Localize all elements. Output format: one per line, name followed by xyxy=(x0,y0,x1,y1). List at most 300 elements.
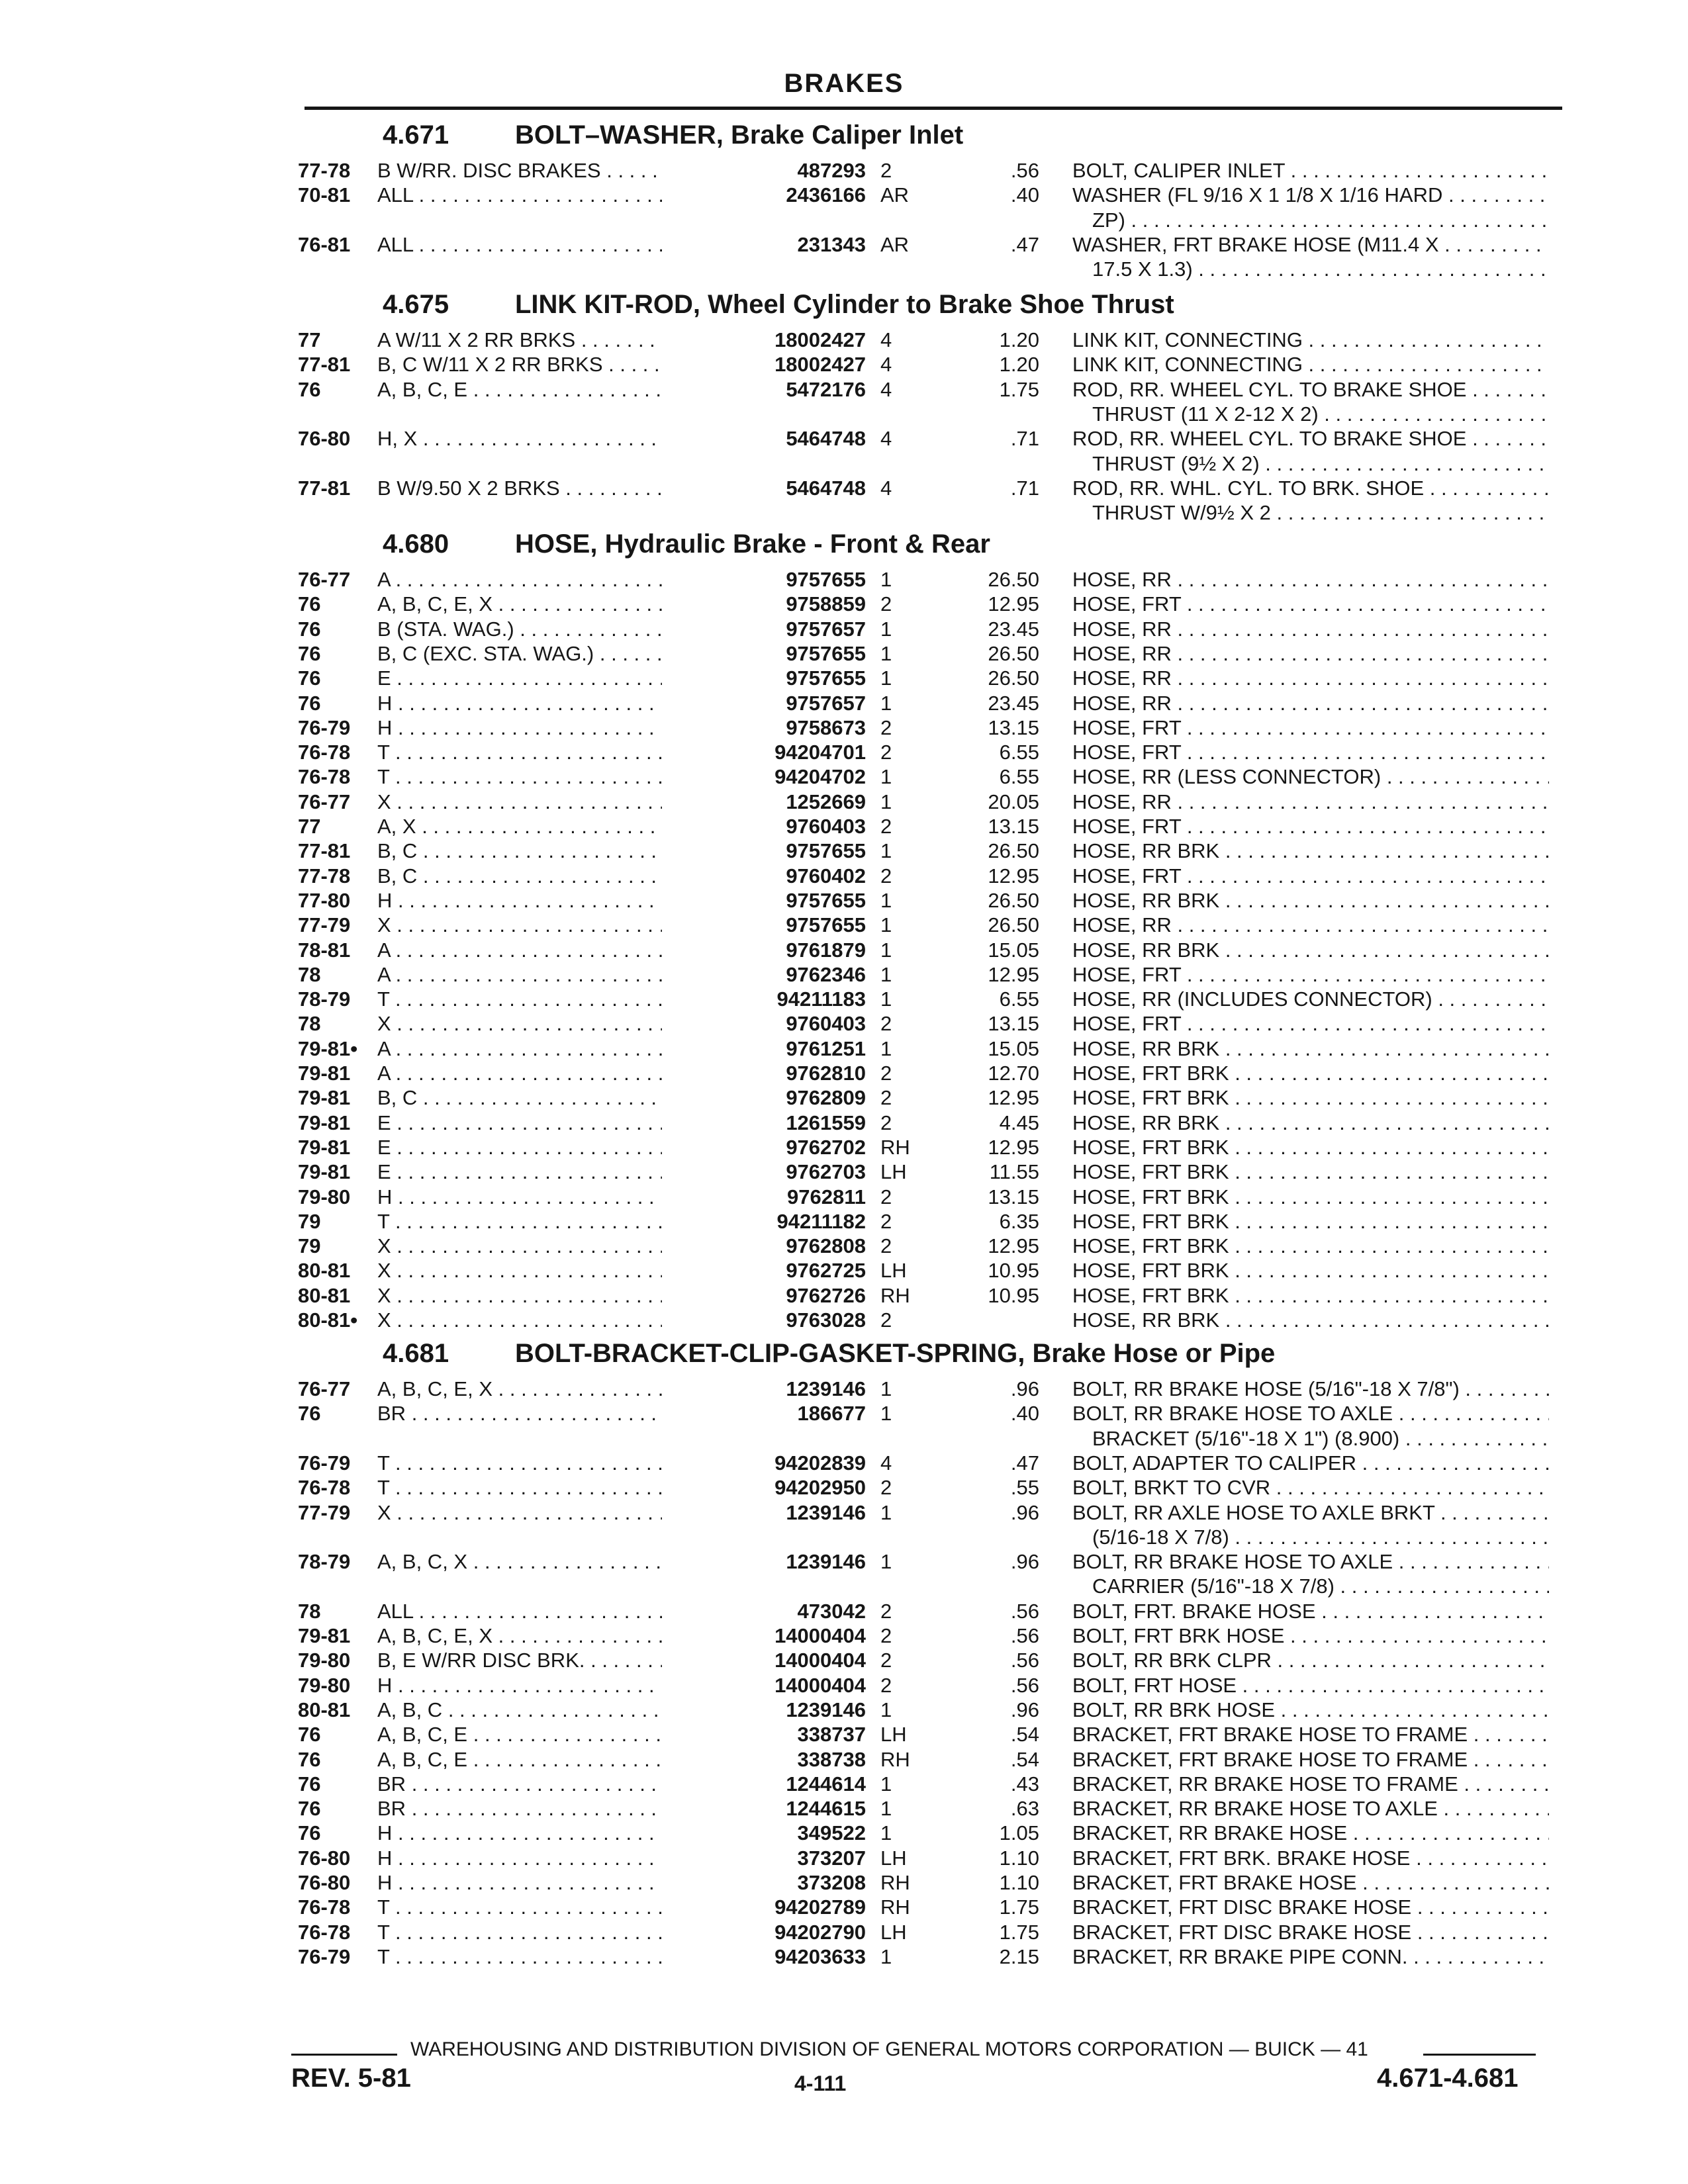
quantity: RH xyxy=(880,1747,910,1771)
table-row-continuation xyxy=(0,1574,1688,1600)
part-number: 9758859 xyxy=(662,592,866,616)
part-description: HOSE, RR . . . xyxy=(1072,617,1549,641)
section-heading xyxy=(383,1339,1275,1369)
model-application: BR . . . xyxy=(377,1797,735,1821)
footer-section-range: 4.671-4.681 xyxy=(1377,2064,1519,2093)
table-row xyxy=(0,1136,1688,1161)
part-number: 9762726 xyxy=(662,1284,866,1308)
price: .40 xyxy=(1010,183,1039,207)
table-row xyxy=(0,642,1688,667)
part-number: 9760403 xyxy=(662,1012,866,1036)
footer-rule-left xyxy=(291,2054,397,2056)
model-application: B W/RR. DISC BRAKES . . . xyxy=(377,159,735,183)
header-rule xyxy=(305,107,1562,110)
quantity: 1 xyxy=(880,1698,892,1721)
quantity: 2 xyxy=(880,1185,892,1208)
price: 1.20 xyxy=(999,353,1039,377)
quantity: 4 xyxy=(880,427,892,451)
table-row xyxy=(0,1871,1688,1896)
price: 13.15 xyxy=(988,715,1039,739)
price: 12.95 xyxy=(988,1135,1039,1159)
model-application: X . . . xyxy=(377,913,735,937)
part-description: HOSE, FRT BRK . . . xyxy=(1072,1234,1549,1258)
footer-page-number: 4-111 xyxy=(794,2071,847,2095)
part-description: HOSE, RR . . . xyxy=(1072,568,1549,592)
model-application: X . . . xyxy=(377,1234,735,1258)
section-number: 4.680 xyxy=(383,529,449,559)
part-number: 14000404 xyxy=(662,1624,866,1648)
price: .71 xyxy=(1010,476,1039,500)
model-year: 77-81 xyxy=(298,839,351,863)
table-row xyxy=(0,1600,1688,1625)
table-row xyxy=(0,692,1688,717)
part-number: 349522 xyxy=(662,1821,866,1845)
model-year: 77 xyxy=(298,328,321,351)
price: .56 xyxy=(1010,1673,1039,1697)
part-description: ROD, RR. WHL. CYL. TO BRK. SHOE . . . xyxy=(1072,477,1549,500)
section-title: HOSE, Hydraulic Brake - Front & Rear xyxy=(515,529,990,559)
price: 12.95 xyxy=(988,962,1039,986)
quantity: RH xyxy=(880,1871,910,1894)
table-row-continuation xyxy=(0,501,1688,526)
model-application: A W/11 X 2 RR BRKS . . . xyxy=(377,328,735,352)
part-description: WASHER, FRT BRAKE HOSE (M11.4 X . . . xyxy=(1072,233,1549,257)
section-heading xyxy=(383,290,1174,320)
part-description: BRACKET, FRT DISC BRAKE HOSE . . . xyxy=(1072,1921,1549,1944)
part-number: 1239146 xyxy=(662,1698,866,1722)
quantity: 4 xyxy=(880,1451,892,1475)
part-number: 94202950 xyxy=(662,1476,866,1500)
table-row xyxy=(0,183,1688,208)
part-description: BRACKET, RR BRAKE HOSE TO AXLE . . . xyxy=(1072,1797,1549,1821)
table-row xyxy=(0,1377,1688,1402)
model-application: B, E W/RR DISC BRK. . . . xyxy=(377,1649,735,1672)
part-description: BRACKET, FRT BRAKE HOSE TO FRAME . . . xyxy=(1072,1748,1549,1772)
footer-rule-right xyxy=(1423,2054,1536,2056)
model-application: H . . . xyxy=(377,716,735,740)
quantity: 2 xyxy=(880,1209,892,1233)
table-row xyxy=(0,963,1688,988)
model-year: 76-80 xyxy=(298,427,351,451)
part-number: 473042 xyxy=(662,1600,866,1623)
table-row xyxy=(0,987,1688,1013)
quantity: RH xyxy=(880,1895,910,1919)
part-description: BOLT, ADAPTER TO CALIPER . . . xyxy=(1072,1451,1549,1475)
table-row xyxy=(0,1797,1688,1822)
part-description-continued: ZP) . . . xyxy=(1092,208,1549,232)
model-year: 76 xyxy=(298,592,321,616)
part-number: 1239146 xyxy=(662,1501,866,1525)
model-year: 77 xyxy=(298,815,321,838)
part-description: HOSE, RR . . . xyxy=(1072,913,1549,937)
model-year: 79-81 xyxy=(298,1062,351,1085)
quantity: LH xyxy=(880,1160,907,1184)
quantity: 2 xyxy=(880,741,892,764)
part-number: 9762808 xyxy=(662,1234,866,1258)
price: 1.75 xyxy=(999,1920,1039,1944)
part-number: 9762811 xyxy=(662,1185,866,1209)
table-row xyxy=(0,592,1688,617)
model-application: T . . . xyxy=(377,1210,735,1234)
table-row-continuation xyxy=(0,208,1688,234)
part-number: 9760403 xyxy=(662,815,866,839)
table-row xyxy=(0,378,1688,403)
quantity: 2 xyxy=(880,1476,892,1500)
price: 4.45 xyxy=(999,1111,1039,1134)
quantity: 2 xyxy=(880,1673,892,1697)
quantity: 1 xyxy=(880,1402,892,1426)
price: 12.95 xyxy=(988,1234,1039,1258)
part-description: HOSE, RR . . . xyxy=(1072,666,1549,690)
model-application: T . . . xyxy=(377,1451,735,1475)
quantity: 1 xyxy=(880,987,892,1011)
part-number: 186677 xyxy=(662,1402,866,1426)
price: 1.20 xyxy=(999,328,1039,351)
model-year: 76-77 xyxy=(298,568,351,591)
table-row xyxy=(0,568,1688,593)
table-row xyxy=(0,233,1688,258)
price: .43 xyxy=(1010,1772,1039,1796)
model-application: A, B, C, E . . . xyxy=(377,1748,735,1772)
part-description: BRACKET, RR BRAKE HOSE . . . xyxy=(1072,1821,1549,1845)
part-number: 9762703 xyxy=(662,1160,866,1184)
price: 23.45 xyxy=(988,617,1039,641)
part-number: 9762810 xyxy=(662,1062,866,1085)
quantity: 1 xyxy=(880,691,892,715)
part-description: BOLT, RR BRK HOSE . . . xyxy=(1072,1698,1549,1722)
table-row xyxy=(0,1234,1688,1259)
quantity: 2 xyxy=(880,1624,892,1647)
section-title: LINK KIT-ROD, Wheel Cylinder to Brake Shoe Thrust xyxy=(515,290,1174,319)
model-application: B, C (EXC. STA. WAG.) . . . xyxy=(377,642,735,666)
part-number: 94211183 xyxy=(662,987,866,1011)
quantity: RH xyxy=(880,1283,910,1307)
part-description-continued: THRUST (9½ X 2) . . . xyxy=(1092,452,1549,476)
part-number: 231343 xyxy=(662,233,866,257)
table-row xyxy=(0,1723,1688,1748)
table-row xyxy=(0,159,1688,184)
part-number: 94204702 xyxy=(662,765,866,789)
model-year: 76-80 xyxy=(298,1846,351,1870)
part-number: 9757655 xyxy=(662,889,866,913)
part-description: HOSE, FRT BRK . . . xyxy=(1072,1259,1549,1283)
quantity: LH xyxy=(880,1846,907,1870)
price: 1.75 xyxy=(999,1895,1039,1919)
price: 6.55 xyxy=(999,765,1039,789)
part-description: HOSE, FRT . . . xyxy=(1072,1012,1549,1036)
part-description: BOLT, CALIPER INLET . . . xyxy=(1072,159,1549,183)
part-number: 94211182 xyxy=(662,1210,866,1234)
price: 1.05 xyxy=(999,1821,1039,1845)
price: .56 xyxy=(1010,1599,1039,1623)
table-row xyxy=(0,1086,1688,1111)
quantity: 2 xyxy=(880,1599,892,1623)
model-application: B, C . . . xyxy=(377,864,735,888)
model-application: T . . . xyxy=(377,741,735,764)
part-description: BOLT, FRT. BRAKE HOSE . . . xyxy=(1072,1600,1549,1623)
quantity: 2 xyxy=(880,1308,892,1332)
model-application: H . . . xyxy=(377,1871,735,1895)
table-row xyxy=(0,790,1688,815)
table-row-continuation xyxy=(0,257,1688,283)
page-title: BRAKES xyxy=(784,69,904,98)
part-number: 9762702 xyxy=(662,1136,866,1160)
model-application: H . . . xyxy=(377,889,735,913)
quantity: LH xyxy=(880,1920,907,1944)
part-number: 1239146 xyxy=(662,1550,866,1574)
price: 2.15 xyxy=(999,1944,1039,1968)
model-application: A . . . xyxy=(377,963,735,987)
model-year: 76-80 xyxy=(298,1871,351,1894)
table-row xyxy=(0,815,1688,840)
model-application: X . . . xyxy=(377,1012,735,1036)
quantity: 2 xyxy=(880,1111,892,1134)
part-description: ROD, RR. WHEEL CYL. TO BRAKE SHOE . . . xyxy=(1072,378,1549,402)
table-row-continuation xyxy=(0,1525,1688,1551)
part-description-continued: THRUST (11 X 2-12 X 2) . . . xyxy=(1092,402,1549,426)
table-row xyxy=(0,617,1688,643)
table-row xyxy=(0,1451,1688,1477)
table-row-continuation xyxy=(0,452,1688,477)
model-year: 76 xyxy=(298,666,321,690)
part-description: HOSE, FRT BRK . . . xyxy=(1072,1062,1549,1085)
part-description: HOSE, RR BRK . . . xyxy=(1072,889,1549,913)
model-year: 76-81 xyxy=(298,232,351,256)
part-description: HOSE, FRT . . . xyxy=(1072,741,1549,764)
model-application: X . . . xyxy=(377,1501,735,1525)
quantity: 1 xyxy=(880,641,892,665)
model-application: A, B, C . . . xyxy=(377,1698,735,1722)
part-number: 9760402 xyxy=(662,864,866,888)
table-row xyxy=(0,1308,1688,1334)
model-application: A, B, C, X . . . xyxy=(377,1550,735,1574)
table-row xyxy=(0,1037,1688,1062)
part-number: 18002427 xyxy=(662,328,866,352)
quantity: 4 xyxy=(880,377,892,401)
model-application: ALL . . . xyxy=(377,233,735,257)
price: 12.95 xyxy=(988,864,1039,887)
model-year: 76-79 xyxy=(298,1944,351,1968)
model-year: 77-79 xyxy=(298,913,351,937)
table-row xyxy=(0,1284,1688,1309)
model-application: T . . . xyxy=(377,765,735,789)
price: .96 xyxy=(1010,1500,1039,1524)
model-year: 79-80 xyxy=(298,1673,351,1697)
table-row-continuation xyxy=(0,1427,1688,1452)
part-description: HOSE, RR (INCLUDES CONNECTOR) . . . xyxy=(1072,987,1549,1011)
model-year: 76-78 xyxy=(298,1476,351,1500)
price: 26.50 xyxy=(988,913,1039,937)
quantity: 4 xyxy=(880,476,892,500)
quantity: 2 xyxy=(880,1649,892,1672)
part-description: HOSE, FRT BRK . . . xyxy=(1072,1086,1549,1110)
model-application: B W/9.50 X 2 BRKS . . . xyxy=(377,477,735,500)
part-number: 9761251 xyxy=(662,1037,866,1061)
price: 13.15 xyxy=(988,815,1039,838)
part-description: WASHER (FL 9/16 X 1 1/8 X 1/16 HARD . . . xyxy=(1072,183,1549,207)
price: 26.50 xyxy=(988,839,1039,863)
quantity: 1 xyxy=(880,888,892,912)
part-description: HOSE, FRT . . . xyxy=(1072,716,1549,740)
section-heading xyxy=(383,120,963,150)
model-year: 76 xyxy=(298,1772,321,1796)
part-description: BOLT, RR AXLE HOSE TO AXLE BRKT . . . xyxy=(1072,1501,1549,1525)
part-number: 487293 xyxy=(662,159,866,183)
section-title: BOLT-BRACKET-CLIP-GASKET-SPRING, Brake Hose or Pipe xyxy=(515,1339,1276,1368)
model-year: 70-81 xyxy=(298,183,351,207)
table-row xyxy=(0,913,1688,938)
table-row xyxy=(0,1698,1688,1723)
table-row xyxy=(0,765,1688,790)
model-year: 76 xyxy=(298,1797,321,1821)
table-row xyxy=(0,1624,1688,1649)
price: .96 xyxy=(1010,1377,1039,1400)
part-number: 1261559 xyxy=(662,1111,866,1135)
model-year: 78 xyxy=(298,1012,321,1036)
model-application: A . . . xyxy=(377,568,735,592)
quantity: LH xyxy=(880,1259,907,1283)
quantity: 1 xyxy=(880,568,892,591)
part-number: 94203633 xyxy=(662,1945,866,1969)
price: 20.05 xyxy=(988,790,1039,813)
model-year: 76-77 xyxy=(298,790,351,813)
model-application: A . . . xyxy=(377,1037,735,1061)
part-description: LINK KIT, CONNECTING . . . xyxy=(1072,328,1549,352)
part-number: 14000404 xyxy=(662,1649,866,1672)
table-row xyxy=(0,1062,1688,1087)
part-description: HOSE, FRT . . . xyxy=(1072,963,1549,987)
price: 11.55 xyxy=(989,1160,1039,1184)
part-number: 9758673 xyxy=(662,716,866,740)
part-number: 9757655 xyxy=(662,913,866,937)
part-number: 1244614 xyxy=(662,1772,866,1796)
model-year: 79-81 xyxy=(298,1624,351,1647)
part-description: HOSE, RR BRK . . . xyxy=(1072,839,1549,863)
model-year: 79-81 xyxy=(298,1135,351,1159)
part-number: 94204701 xyxy=(662,741,866,764)
quantity: 2 xyxy=(880,1086,892,1110)
table-row xyxy=(0,716,1688,741)
quantity: AR xyxy=(880,183,910,207)
price: 23.45 xyxy=(988,691,1039,715)
quantity: 1 xyxy=(880,666,892,690)
quantity: 2 xyxy=(880,1062,892,1085)
model-application: BR . . . xyxy=(377,1772,735,1796)
part-description: HOSE, FRT . . . xyxy=(1072,592,1549,616)
table-row xyxy=(0,1501,1688,1526)
model-year: 77-78 xyxy=(298,864,351,887)
part-description: BRACKET, RR BRAKE PIPE CONN. . . . xyxy=(1072,1945,1549,1969)
model-year: 76-78 xyxy=(298,1920,351,1944)
table-row xyxy=(0,328,1688,353)
model-year: 77-81 xyxy=(298,476,351,500)
price: 1.75 xyxy=(999,377,1039,401)
part-description: LINK KIT, CONNECTING . . . xyxy=(1072,353,1549,377)
section-number: 4.681 xyxy=(383,1339,449,1368)
model-year: 80-81• xyxy=(298,1308,358,1332)
table-row xyxy=(0,353,1688,378)
quantity: 2 xyxy=(880,815,892,838)
table-row xyxy=(0,1259,1688,1284)
part-number: 9761879 xyxy=(662,938,866,962)
part-description: BOLT, RR BRAKE HOSE (5/16"-18 X 7/8") . . . xyxy=(1072,1377,1549,1401)
price: .54 xyxy=(1010,1723,1039,1747)
section-number: 4.671 xyxy=(383,120,449,150)
part-description-continued: CARRIER (5/16"-18 X 7/8) . . . xyxy=(1092,1574,1549,1598)
table-row xyxy=(0,1895,1688,1921)
model-year: 79-81 xyxy=(298,1086,351,1110)
model-year: 76 xyxy=(298,377,321,401)
price: .96 xyxy=(1010,1550,1039,1574)
table-row xyxy=(0,1210,1688,1235)
part-description: HOSE, RR BRK . . . xyxy=(1072,1111,1549,1135)
model-year: 77-81 xyxy=(298,353,351,377)
quantity: 1 xyxy=(880,1821,892,1845)
part-number: 9757655 xyxy=(662,839,866,863)
part-number: 9757655 xyxy=(662,568,866,592)
quantity: 2 xyxy=(880,715,892,739)
model-application: T . . . xyxy=(377,1476,735,1500)
part-description-continued: (5/16-18 X 7/8) . . . xyxy=(1092,1525,1549,1549)
price: 12.95 xyxy=(988,592,1039,616)
model-application: A, B, C, E, X . . . xyxy=(377,1377,735,1401)
part-number: 94202789 xyxy=(662,1895,866,1919)
part-description: BRACKET, FRT BRAKE HOSE TO FRAME . . . xyxy=(1072,1723,1549,1747)
quantity: 2 xyxy=(880,159,892,182)
model-year: 76 xyxy=(298,1402,321,1426)
table-row xyxy=(0,839,1688,864)
part-description: BOLT, FRT HOSE . . . xyxy=(1072,1674,1549,1698)
model-year: 78-79 xyxy=(298,1550,351,1574)
table-row xyxy=(0,477,1688,502)
model-application: H . . . xyxy=(377,1185,735,1209)
part-description: BRACKET, RR BRAKE HOSE TO FRAME . . . xyxy=(1072,1772,1549,1796)
model-year: 76 xyxy=(298,617,321,641)
part-description: ROD, RR. WHEEL CYL. TO BRAKE SHOE . . . xyxy=(1072,427,1549,451)
part-description: BRACKET, FRT BRAKE HOSE . . . xyxy=(1072,1871,1549,1895)
model-application: ALL . . . xyxy=(377,183,735,207)
model-year: 77-80 xyxy=(298,888,351,912)
model-year: 79-80 xyxy=(298,1649,351,1672)
model-application: T . . . xyxy=(377,987,735,1011)
model-year: 79 xyxy=(298,1234,321,1258)
table-row xyxy=(0,1185,1688,1210)
model-year: 78-81 xyxy=(298,938,351,962)
model-application: X . . . xyxy=(377,1259,735,1283)
price: .63 xyxy=(1010,1797,1039,1821)
price: 15.05 xyxy=(988,1036,1039,1060)
price: .40 xyxy=(1010,1402,1039,1426)
quantity: 4 xyxy=(880,353,892,377)
model-year: 79 xyxy=(298,1209,321,1233)
model-application: H . . . xyxy=(377,692,735,715)
part-description: HOSE, FRT . . . xyxy=(1072,864,1549,888)
model-application: A . . . xyxy=(377,1062,735,1085)
price: 1.10 xyxy=(999,1871,1039,1894)
part-description: BOLT, BRKT TO CVR . . . xyxy=(1072,1476,1549,1500)
part-number: 94202839 xyxy=(662,1451,866,1475)
part-number: 373207 xyxy=(662,1846,866,1870)
quantity: RH xyxy=(880,1135,910,1159)
table-row-continuation xyxy=(0,402,1688,428)
part-number: 9762725 xyxy=(662,1259,866,1283)
quantity: 1 xyxy=(880,938,892,962)
part-description: BOLT, RR BRAKE HOSE TO AXLE . . . xyxy=(1072,1550,1549,1574)
price: 12.95 xyxy=(988,1086,1039,1110)
model-application: H . . . xyxy=(377,1674,735,1698)
model-application: B, C . . . xyxy=(377,1086,735,1110)
part-description: HOSE, RR BRK . . . xyxy=(1072,1308,1549,1332)
